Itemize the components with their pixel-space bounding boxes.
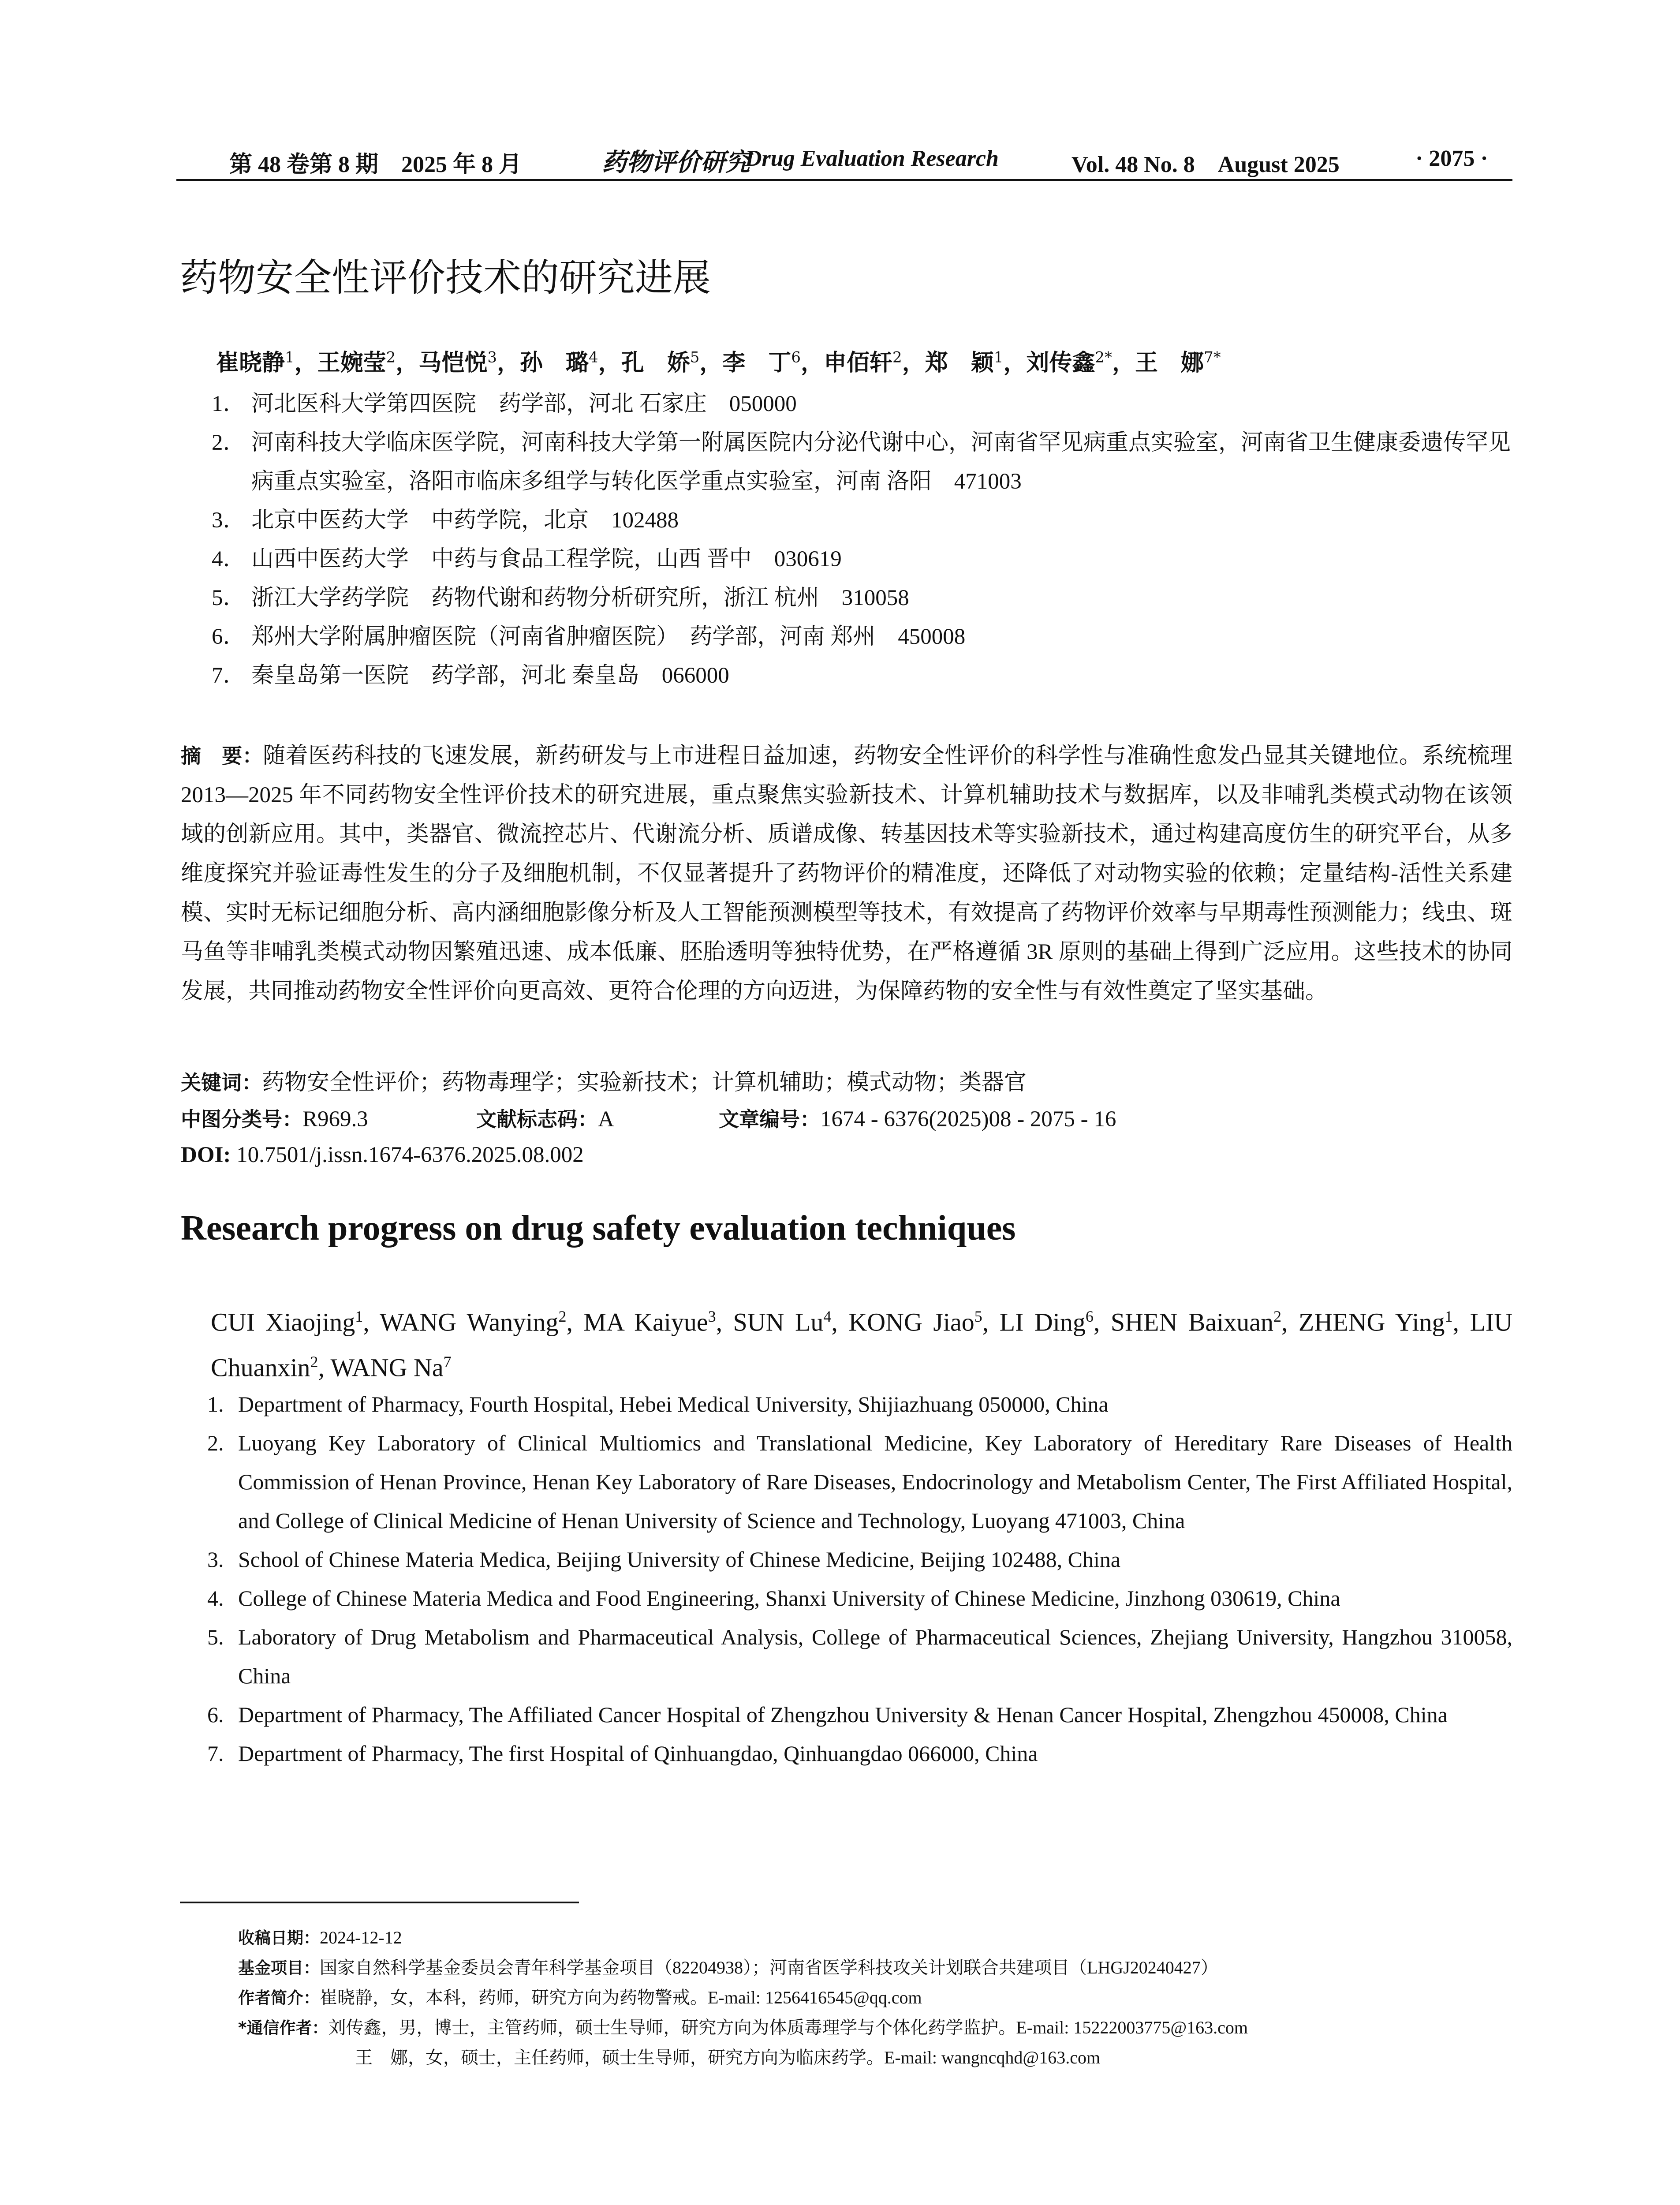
author-name: 孙 璐 [520,349,589,376]
affiliation-number: 3． [212,508,246,533]
affiliation-text: 河北医科大学第四医院 药学部，河北 石家庄 050000 [251,392,797,416]
article-number-value: 1674 - 6376(2025)08 - 2075 - 16 [820,1107,1116,1132]
author-affil-sup: 3 [708,1308,716,1325]
affiliation-text: 北京中医药大学 中药学院，北京 102488 [251,508,679,533]
author-name: SHEN Baixuan [1110,1308,1273,1337]
affiliations-cn [212,385,1512,695]
author-affil-sup: 1 [355,1308,363,1325]
author-name: 马恺悦 [418,349,488,376]
affiliation-item [207,1385,1512,1424]
affiliation-number: 1. [207,1392,224,1416]
author-affil-sup: 1 [285,348,295,366]
page-number: · 2075 · [1415,146,1488,171]
author-name: CUI Xiaojing [211,1308,355,1337]
abstract [181,736,1512,1011]
author-affil-sup: 2 [310,1353,318,1371]
abstract-label: 摘 要： [181,744,263,768]
author-affil-sup: 1 [993,348,1004,366]
article-number-label: 文章编号： [719,1107,820,1131]
article-title-cn: 药物安全性评价技术的研究进展 [180,256,711,300]
clc-label: 中图分类号： [181,1107,302,1131]
affiliation-item [212,385,1512,423]
author-affil-sup: 2 [1273,1308,1281,1325]
affiliation-number: 5. [207,1625,224,1649]
author-name: 王婉莹 [317,349,386,376]
footnotes [238,1923,1517,2072]
affiliation-text: 秦皇岛第一医院 药学部，河北 秦皇岛 066000 [251,663,729,688]
clc-value: R969.3 [302,1107,368,1132]
author-name: 孔 娇 [621,349,690,376]
affiliation-text: Laboratory of Drug Metabolism and Pharmaceutical Analysis, College of Pharmaceutical Sciences, Zhejiang University, Hangzhou 310058, China [238,1625,1512,1688]
author-affil-sup: 5 [974,1308,982,1325]
received-date: 2024-12-12 [320,1928,402,1947]
author-name: LIU Chuanxin [211,1308,1513,1382]
affiliation-item [212,617,1512,656]
author-affil-sup: 2 [386,348,396,366]
affiliation-text: Department of Pharmacy, The Affiliated Cancer Hospital of Zhengzhou University & Henan Cancer Hospital, Zhengzhou 450008, China [238,1702,1448,1727]
author-name: WANG Wanying [380,1308,559,1337]
affiliation-item [212,579,1512,617]
affiliation-number: 4． [212,547,246,572]
affiliation-number: 3. [207,1547,224,1572]
keywords [181,1064,1027,1096]
bio-text: 崔晓静，女，本科，药师，研究方向为药物警戒。E-mail: 1256416545@qq.com [320,1988,922,2007]
author-affil-sup: 2 [558,1308,567,1325]
affiliation-number: 4. [207,1586,224,1611]
affiliation-text: 浙江大学药学院 药物代谢和药物分析研究所，浙江 杭州 310058 [251,586,909,610]
issue-en: Vol. 48 No. 8 August 2025 [1071,152,1340,177]
author-list-cn: 崔晓静$^1$，王婉莹$^2$，马恺悦$^3$，孙 璐$^4$，孔 娇$^5$，李 丁$^6$，申佰轩$^2$，郑 颖$^1$，刘传鑫$^{2*}$，王 娜$^{7*}$ [216,348,1221,376]
doi-link[interactable]: 10.7501/j.issn.1674-6376.2025.08.002 [236,1143,584,1167]
author-affil-sup: 7 [443,1353,452,1371]
doc-code-value: A [598,1107,614,1132]
classification-line [181,1103,1504,1130]
affiliations-en [207,1385,1512,1773]
article-title-en: Research progress on drug safety evaluation techniques [181,1209,1016,1248]
keywords-text: 药物安全性评价；药物毒理学；实验新技术；计算机辅助；模式动物；类器官 [262,1070,1027,1095]
affiliation-text: 郑州大学附属肿瘤医院（河南省肿瘤医院） 药学部，河南 郑州 450008 [251,624,966,649]
affiliation-number: 6． [212,624,246,649]
issue-cn: 第 48 卷第 8 期 2025 年 8 月 [229,152,522,177]
author-affil-sup: 1 [1445,1308,1453,1325]
affiliation-item [207,1424,1512,1540]
affiliation-number: 2. [207,1431,224,1455]
corr-author-1: 刘传鑫，男，博士，主管药师，硕士生导师，研究方向为体质毒理学与个体化药学监护。E-mail: 15222003775@163.com [328,2018,1248,2037]
affiliation-item [207,1618,1512,1695]
author-name: WANG Na [330,1353,444,1382]
author-name: SUN Lu [733,1308,824,1337]
author-name: 申佰轩 [824,349,893,376]
author-name: 刘传鑫 [1026,349,1095,376]
affiliation-item [207,1540,1512,1579]
affiliation-text: Department of Pharmacy, Fourth Hospital, Hebei Medical University, Shijiazhuang 050000, China [238,1392,1109,1416]
affiliation-text: College of Chinese Materia Medica and Food Engineering, Shanxi University of Chinese Medicine, Jinzhong 030619, China [238,1586,1340,1611]
bio-label: 作者简介： [238,1988,320,2007]
author-affil-sup: 2 [892,348,902,366]
running-header [176,137,1512,181]
author-list-en: CUI Xiaojing$^1$, WANG Wanying$^2$, MA Kaiyue$^3$, SUN Lu$^4$, KONG Jiao$^5$, LI Ding$^6$, SHEN Baixuan$^2$, ZHENG Ying$^1$, LIU Chuanxin$^2$, WANG Na$^7$ [211,1308,1513,1382]
author-affil-sup: 2* [1095,348,1113,366]
affiliation-number: 2． [212,430,246,455]
author-name: KONG Jiao [848,1308,974,1337]
affiliation-text: Department of Pharmacy, The first Hospital of Qinhuangdao, Qinhuangdao 066000, China [238,1741,1038,1766]
affiliation-text: 河南科技大学临床医学院，河南科技大学第一附属医院内分泌代谢中心，河南省罕见病重点实验室，河南省卫生健康委遗传罕见病重点实验室，洛阳市临床多组学与转化医学重点实验室，河南 洛阳 471003 [251,430,1511,494]
affiliation-item [207,1695,1512,1734]
affiliation-item [212,501,1512,540]
affiliation-item [212,656,1512,695]
affiliation-number: 7. [207,1741,224,1766]
author-name: ZHENG Ying [1298,1308,1445,1337]
journal-logo-cn: 药物评价研究 [602,148,750,177]
journal-name-en: Drug Evaluation Research [745,146,999,171]
author-affil-sup: 4 [589,348,598,366]
received-label: 收稿日期： [238,1928,320,1947]
affiliation-item [207,1734,1512,1773]
affiliation-item [212,540,1512,579]
author-name: 崔晓静 [216,349,285,376]
doi [181,1142,584,1168]
author-affil-sup: 7* [1204,348,1221,366]
author-affil-sup: 6 [791,348,801,366]
affiliation-text: 山西中医药大学 中药与食品工程学院，山西 晋中 030619 [251,547,842,572]
author-name: 李 丁 [722,349,791,376]
affiliation-item [212,423,1512,501]
author-name: MA Kaiyue [583,1308,708,1337]
author-affil-sup: 5 [690,348,700,366]
affiliation-number: 1． [212,392,246,416]
author-affil-sup: 6 [1085,1308,1094,1325]
author-name: 王 娜 [1135,349,1204,376]
affiliation-item [207,1579,1512,1618]
affiliation-text: School of Chinese Materia Medica, Beijing University of Chinese Medicine, Beijing 102488, China [238,1547,1121,1572]
affiliation-number: 6. [207,1702,224,1727]
affiliation-number: 5． [212,586,246,610]
footnote-divider [180,1902,579,1903]
author-name: 郑 颖 [925,349,994,376]
corr-label: *通信作者： [238,2018,329,2037]
fund-text: 国家自然科学基金委员会青年科学基金项目（82204938）；河南省医学科技攻关计划联合共建项目（LHGJ20240427） [320,1958,1218,1977]
keywords-label: 关键词： [181,1071,262,1095]
abstract-text: 随着医药科技的飞速发展，新药研发与上市进程日益加速，药物安全性评价的科学性与准确性愈发凸显其关键地位。系统梳理 2013—2025 年不同药物安全性评价技术的研究进展，重点聚焦实验新技术、计算机辅助技术与数据库，以及非哺乳类模式动物在该领域的创新应用。其中，类器官、微流控芯片、代谢流分析、质谱成像、转基因技术等实验新技术，通过构建高度仿生的研究平台，从多维度探究并验证毒性发生的分子及细胞机制，不仅显著提升了药物评价的精准度，还降低了对动物实验的依赖；定量结构-活性关系建模、实时无标记细胞分析、高内涵细胞影像分析及人工智能预测模型等技术，有效提高了药物评价效率与早期毒性预测能力；线虫、斑马鱼等非哺乳类模式动物因繁殖迅速、成本低廉、胚胎透明等独特优势，在严格遵循 3R 原则的基础上得到广泛应用。这些技术的协同发展，共同推动药物安全性评价向更高效、更符合伦理的方向迈进，为保障药物的安全性与有效性奠定了坚实基础。 [181,744,1512,1004]
author-affil-sup: 4 [823,1308,832,1325]
fund-label: 基金项目： [238,1958,320,1977]
doc-code-label: 文献标志码： [476,1107,598,1131]
author-name: LI Ding [999,1308,1086,1337]
affiliation-number: 7． [212,663,246,688]
corr-author-2: 王 娜，女，硕士，主任药师，硕士生导师，研究方向为临床药学。E-mail: wangncqhd@163.com [355,2048,1101,2067]
author-affil-sup: 3 [487,348,497,366]
doi-label: DOI: [181,1143,231,1167]
affiliation-text: Luoyang Key Laboratory of Clinical Multiomics and Translational Medicine, Key Laboratory of Hereditary Rare Diseases of Health Commission of Henan Province, Henan Key Laboratory of Rare Diseases, Endocrinology and Metabolism Center, The First Affiliated Hospital, and College of Clinical Medicine of Henan University of Science and Technology, Luoyang 471003, China [238,1431,1512,1533]
